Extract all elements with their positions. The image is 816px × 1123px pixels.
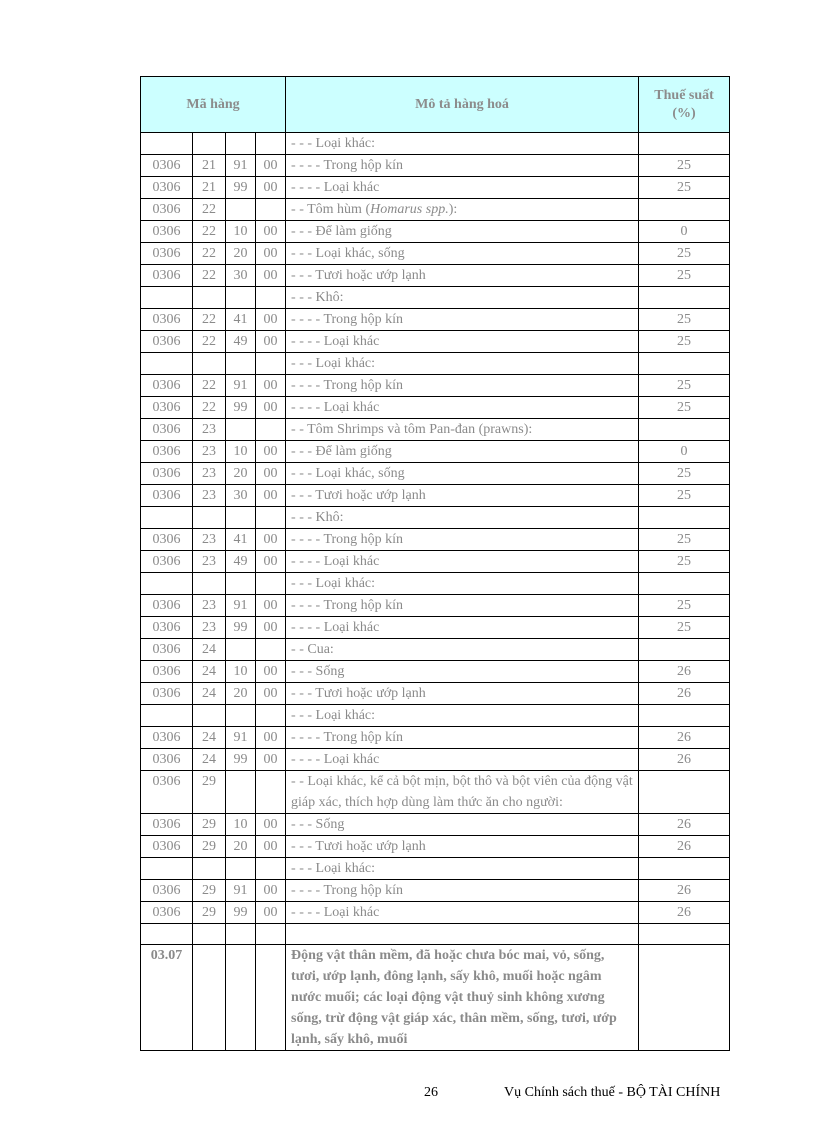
table-row [141, 353, 730, 375]
code-part3-cell: 91 [226, 880, 256, 902]
rate-cell [639, 858, 730, 880]
table-row [141, 529, 730, 551]
footer-text: Vụ Chính sách thuế - BỘ TÀI CHÍNH [504, 1085, 721, 1100]
code-part3-cell [226, 199, 256, 221]
heading-code-cell: 0306 [141, 309, 193, 331]
heading-code-cell: 0306 [141, 749, 193, 771]
subheading-code-cell: 23 [193, 441, 226, 463]
subheading-code-cell: 23 [193, 485, 226, 507]
code-part4-cell [256, 639, 286, 661]
code-part4-cell: 00 [256, 177, 286, 199]
code-part3-cell: 10 [226, 221, 256, 243]
code-part3-cell: 30 [226, 265, 256, 287]
code-part3-cell: 99 [226, 397, 256, 419]
description-cell: - - Tôm Shrimps và tôm Pan-đan (prawns): [286, 419, 639, 441]
description-cell [286, 924, 639, 945]
rate-cell: 26 [639, 814, 730, 836]
table-row [141, 617, 730, 639]
table-row [141, 287, 730, 309]
table-row [141, 858, 730, 880]
subheading-code-cell: 23 [193, 551, 226, 573]
table-row [141, 902, 730, 924]
subheading-code-cell: 23 [193, 595, 226, 617]
heading-code-cell: 0306 [141, 595, 193, 617]
heading-code-cell: 0306 [141, 529, 193, 551]
heading-code-cell: 0306 [141, 683, 193, 705]
rate-cell [639, 419, 730, 441]
table-row [141, 397, 730, 419]
subheading-code-cell: 24 [193, 749, 226, 771]
subheading-code-cell: 21 [193, 155, 226, 177]
description-cell: - - - - Loại khác [286, 902, 639, 924]
code-part3-cell: 10 [226, 814, 256, 836]
code-part4-cell: 00 [256, 529, 286, 551]
rate-cell: 25 [639, 397, 730, 419]
code-part4-cell [256, 771, 286, 814]
code-part3-cell [226, 419, 256, 441]
description-cell: - - - Loại khác: [286, 573, 639, 595]
table-row [141, 595, 730, 617]
code-part3-cell: 20 [226, 683, 256, 705]
code-part3-cell: 49 [226, 331, 256, 353]
code-part4-cell: 00 [256, 617, 286, 639]
code-part4-cell: 00 [256, 836, 286, 858]
rate-cell [639, 287, 730, 309]
subheading-code-cell [193, 353, 226, 375]
code-part3-cell: 41 [226, 529, 256, 551]
table-row [141, 485, 730, 507]
description-cell: - - Loại khác, kể cả bột mịn, bột thô và bột viên của động vật giáp xác, thích hợp dùng làm thức ăn cho người: [286, 771, 639, 814]
tariff-table [140, 76, 730, 1051]
rate-cell: 25 [639, 595, 730, 617]
rate-cell: 26 [639, 880, 730, 902]
description-cell: - - - - Trong hộp kín [286, 727, 639, 749]
rate-cell: 26 [639, 836, 730, 858]
code-part4-cell: 00 [256, 265, 286, 287]
subheading-code-cell: 22 [193, 331, 226, 353]
subheading-code-cell: 24 [193, 639, 226, 661]
heading-code-cell [141, 858, 193, 880]
rate-cell [639, 507, 730, 529]
code-part3-cell: 20 [226, 836, 256, 858]
code-part4-cell: 00 [256, 397, 286, 419]
subheading-code-cell [193, 507, 226, 529]
table-row [141, 155, 730, 177]
rate-cell: 25 [639, 265, 730, 287]
heading-code-cell: 0306 [141, 419, 193, 441]
subheading-code-cell: 24 [193, 683, 226, 705]
table-row [141, 199, 730, 221]
subheading-code-cell: 24 [193, 727, 226, 749]
heading-code-cell: 0306 [141, 221, 193, 243]
code-part4-cell: 00 [256, 331, 286, 353]
rate-cell: 0 [639, 221, 730, 243]
rate-cell: 25 [639, 331, 730, 353]
code-part3-cell: 99 [226, 749, 256, 771]
code-part3-cell [226, 639, 256, 661]
rate-cell: 25 [639, 617, 730, 639]
rate-cell [639, 924, 730, 945]
description-cell: - - - - Trong hộp kín [286, 375, 639, 397]
subheading-code-cell [193, 858, 226, 880]
description-cell: - - - - Loại khác [286, 397, 639, 419]
code-part4-cell [256, 199, 286, 221]
rate-cell: 25 [639, 177, 730, 199]
code-part4-cell: 00 [256, 814, 286, 836]
rate-cell: 25 [639, 243, 730, 265]
code-part3-cell [226, 705, 256, 727]
subheading-code-cell: 23 [193, 529, 226, 551]
page-number: 26 [424, 1085, 438, 1100]
table-header-row [141, 77, 730, 133]
header-description: Mô tả hàng hoá [286, 77, 639, 133]
code-part4-cell: 00 [256, 661, 286, 683]
table-row [141, 749, 730, 771]
heading-code-cell: 0306 [141, 902, 193, 924]
heading-code-cell: 0306 [141, 617, 193, 639]
description-cell: - - Cua: [286, 639, 639, 661]
header-rate [639, 77, 730, 133]
description-cell: - - - - Trong hộp kín [286, 595, 639, 617]
description-cell: - - - Loại khác: [286, 133, 639, 155]
subheading-code-cell: 22 [193, 199, 226, 221]
subheading-code-cell: 22 [193, 221, 226, 243]
subheading-code-cell [193, 924, 226, 945]
description-cell: - - - - Loại khác [286, 749, 639, 771]
rate-cell [639, 705, 730, 727]
description-cell: - - - Tươi hoặc ướp lạnh [286, 265, 639, 287]
code-part3-cell: 91 [226, 375, 256, 397]
code-part3-cell: 91 [226, 155, 256, 177]
description-cell: - - - Loại khác, sống [286, 463, 639, 485]
table-row [141, 551, 730, 573]
description-cell: - - - - Trong hộp kín [286, 529, 639, 551]
description-cell: Động vật thân mềm, đã hoặc chưa bóc mai, vỏ, sống, tươi, ướp lạnh, đông lạnh, sấy khô, muối hoặc ngâm nước muối; các loại động vật thuỷ sinh không xương sống, trừ động vật giáp xác, thân mềm, sống, tươi, ướp lạnh, sấy khô, muối [286, 945, 639, 1051]
rate-cell: 25 [639, 309, 730, 331]
description-cell [286, 199, 639, 221]
code-part4-cell: 00 [256, 683, 286, 705]
description-cell: - - - - Loại khác [286, 331, 639, 353]
subheading-code-cell: 23 [193, 463, 226, 485]
code-part3-cell: 91 [226, 595, 256, 617]
table-row [141, 880, 730, 902]
description-cell: - - - - Trong hộp kín [286, 155, 639, 177]
heading-code-cell: 0306 [141, 836, 193, 858]
heading-code-cell: 0306 [141, 331, 193, 353]
rate-cell: 26 [639, 661, 730, 683]
description-cell: - - - Tươi hoặc ướp lạnh [286, 485, 639, 507]
code-part4-cell [256, 924, 286, 945]
table-row [141, 507, 730, 529]
heading-code-cell: 0306 [141, 485, 193, 507]
code-part4-cell [256, 705, 286, 727]
code-part4-cell [256, 507, 286, 529]
code-part4-cell: 00 [256, 902, 286, 924]
description-cell: - - - - Loại khác [286, 177, 639, 199]
code-part4-cell: 00 [256, 441, 286, 463]
subheading-code-cell: 22 [193, 265, 226, 287]
code-part4-cell [256, 945, 286, 1051]
table-row [141, 309, 730, 331]
code-part4-cell [256, 858, 286, 880]
heading-code-cell [141, 573, 193, 595]
code-part3-cell [226, 858, 256, 880]
rate-cell: 25 [639, 463, 730, 485]
code-part3-cell [226, 287, 256, 309]
header-rate-line1: Thuế suất [654, 87, 714, 103]
subheading-code-cell: 22 [193, 309, 226, 331]
table-row [141, 573, 730, 595]
heading-code-cell: 0306 [141, 177, 193, 199]
heading-code-cell: 03.07 [141, 945, 193, 1051]
heading-code-cell: 0306 [141, 463, 193, 485]
subheading-code-cell: 24 [193, 661, 226, 683]
description-cell: - - - - Trong hộp kín [286, 309, 639, 331]
code-part3-cell: 10 [226, 661, 256, 683]
heading-code-cell: 0306 [141, 441, 193, 463]
description-cell: - - - Để làm giống [286, 441, 639, 463]
heading-code-cell [141, 353, 193, 375]
subheading-code-cell [193, 287, 226, 309]
heading-code-cell [141, 924, 193, 945]
heading-code-cell [141, 507, 193, 529]
rate-cell: 26 [639, 683, 730, 705]
heading-code-cell: 0306 [141, 243, 193, 265]
rate-cell [639, 573, 730, 595]
rate-cell [639, 945, 730, 1051]
description-cell: - - - Loại khác: [286, 858, 639, 880]
code-part4-cell: 00 [256, 221, 286, 243]
heading-code-cell: 0306 [141, 199, 193, 221]
description-cell: - - - Loại khác, sống [286, 243, 639, 265]
code-part3-cell [226, 771, 256, 814]
description-cell: - - - - Loại khác [286, 617, 639, 639]
table-row [141, 771, 730, 814]
heading-code-cell: 0306 [141, 639, 193, 661]
table-row [141, 705, 730, 727]
rate-cell [639, 353, 730, 375]
heading-code-cell [141, 705, 193, 727]
code-part3-cell: 99 [226, 902, 256, 924]
table-row [141, 177, 730, 199]
table-row [141, 221, 730, 243]
code-part4-cell: 00 [256, 880, 286, 902]
rate-cell: 25 [639, 375, 730, 397]
heading-code-cell [141, 287, 193, 309]
subheading-code-cell [193, 133, 226, 155]
heading-code-cell: 0306 [141, 265, 193, 287]
description-italic-text: Homarus spp. [370, 202, 449, 217]
subheading-code-cell: 29 [193, 836, 226, 858]
code-part4-cell: 00 [256, 551, 286, 573]
table-row [141, 924, 730, 945]
code-part4-cell: 00 [256, 463, 286, 485]
subheading-code-cell [193, 573, 226, 595]
description-cell: - - - Khô: [286, 287, 639, 309]
code-part4-cell: 00 [256, 485, 286, 507]
rate-cell [639, 639, 730, 661]
code-part3-cell [226, 507, 256, 529]
table-row [141, 441, 730, 463]
code-part3-cell: 20 [226, 463, 256, 485]
rate-cell: 0 [639, 441, 730, 463]
rate-cell [639, 771, 730, 814]
table-row [141, 836, 730, 858]
table-row [141, 265, 730, 287]
subheading-code-cell: 29 [193, 902, 226, 924]
heading-code-cell: 0306 [141, 375, 193, 397]
description-cell: - - - Sống [286, 814, 639, 836]
code-part3-cell: 41 [226, 309, 256, 331]
description-text: - - Tôm hùm ( [291, 202, 371, 217]
code-part3-cell [226, 945, 256, 1051]
code-part3-cell: 99 [226, 177, 256, 199]
code-part4-cell: 00 [256, 595, 286, 617]
subheading-code-cell: 22 [193, 375, 226, 397]
table-row [141, 133, 730, 155]
rate-cell: 26 [639, 902, 730, 924]
code-part3-cell: 49 [226, 551, 256, 573]
rate-cell [639, 199, 730, 221]
rate-cell: 26 [639, 727, 730, 749]
description-cell: - - - Loại khác: [286, 353, 639, 375]
heading-code-cell [141, 133, 193, 155]
header-rate-line2: (%) [672, 105, 696, 121]
code-part4-cell: 00 [256, 749, 286, 771]
subheading-code-cell [193, 945, 226, 1051]
heading-code-cell: 0306 [141, 771, 193, 814]
code-part4-cell [256, 287, 286, 309]
subheading-code-cell: 29 [193, 880, 226, 902]
code-part3-cell [226, 353, 256, 375]
table-body [141, 133, 730, 1051]
rate-cell: 26 [639, 749, 730, 771]
table-row [141, 661, 730, 683]
description-cell: - - - Khô: [286, 507, 639, 529]
rate-cell [639, 133, 730, 155]
subheading-code-cell: 29 [193, 814, 226, 836]
subheading-code-cell: 22 [193, 243, 226, 265]
subheading-code-cell: 21 [193, 177, 226, 199]
code-part3-cell: 99 [226, 617, 256, 639]
rate-cell: 25 [639, 485, 730, 507]
rate-cell: 25 [639, 551, 730, 573]
table-row [141, 375, 730, 397]
code-part4-cell: 00 [256, 309, 286, 331]
heading-code-cell: 0306 [141, 661, 193, 683]
table-row [141, 683, 730, 705]
heading-code-cell: 0306 [141, 551, 193, 573]
code-part3-cell: 20 [226, 243, 256, 265]
description-cell: - - - - Loại khác [286, 551, 639, 573]
description-cell: - - - - Trong hộp kín [286, 880, 639, 902]
subheading-code-cell: 23 [193, 419, 226, 441]
subheading-code-cell [193, 705, 226, 727]
table-row [141, 243, 730, 265]
table-row [141, 945, 730, 1051]
code-part3-cell [226, 924, 256, 945]
code-part3-cell: 91 [226, 727, 256, 749]
description-cell: - - - Tươi hoặc ướp lạnh [286, 836, 639, 858]
table-row [141, 639, 730, 661]
code-part4-cell: 00 [256, 727, 286, 749]
code-part3-cell: 10 [226, 441, 256, 463]
table-row [141, 814, 730, 836]
code-part4-cell [256, 353, 286, 375]
code-part3-cell [226, 573, 256, 595]
description-cell: - - - Để làm giống [286, 221, 639, 243]
description-cell: - - - Sống [286, 661, 639, 683]
table-row [141, 419, 730, 441]
code-part4-cell [256, 419, 286, 441]
code-part4-cell: 00 [256, 243, 286, 265]
code-part4-cell: 00 [256, 155, 286, 177]
heading-code-cell: 0306 [141, 155, 193, 177]
table-row [141, 331, 730, 353]
heading-code-cell: 0306 [141, 397, 193, 419]
header-code: Mã hàng [141, 77, 286, 133]
heading-code-cell: 0306 [141, 727, 193, 749]
description-cell: - - - Loại khác: [286, 705, 639, 727]
description-suffix-text: ): [448, 202, 458, 217]
code-part4-cell: 00 [256, 375, 286, 397]
subheading-code-cell: 29 [193, 771, 226, 814]
subheading-code-cell: 22 [193, 397, 226, 419]
rate-cell: 25 [639, 155, 730, 177]
table-row [141, 463, 730, 485]
rate-cell: 25 [639, 529, 730, 551]
code-part4-cell [256, 573, 286, 595]
table-row [141, 727, 730, 749]
subheading-code-cell: 23 [193, 617, 226, 639]
code-part3-cell: 30 [226, 485, 256, 507]
heading-code-cell: 0306 [141, 880, 193, 902]
description-cell: - - - Tươi hoặc ướp lạnh [286, 683, 639, 705]
code-part3-cell [226, 133, 256, 155]
code-part4-cell [256, 133, 286, 155]
heading-code-cell: 0306 [141, 814, 193, 836]
